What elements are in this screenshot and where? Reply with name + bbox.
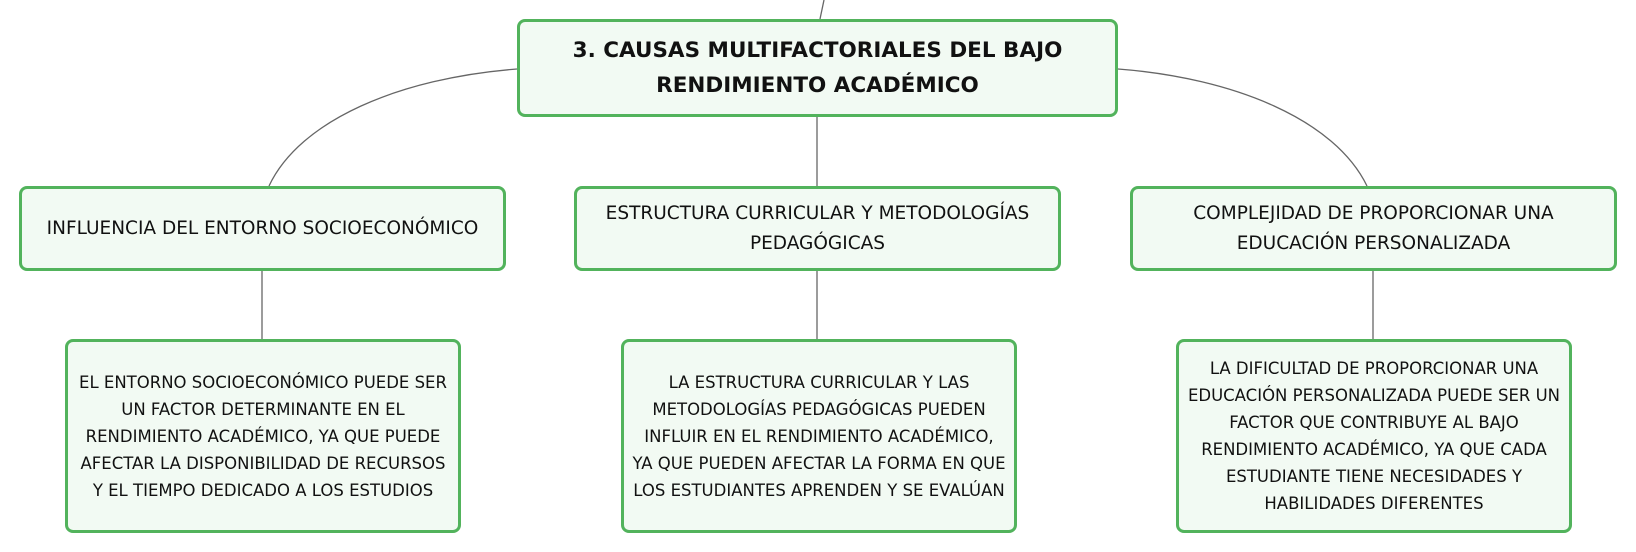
detail-node-curriculum[interactable] xyxy=(621,339,1017,533)
detail-node-socioeconomic[interactable] xyxy=(65,339,461,533)
detail-node-text: LA DIFICULTAD DE PROPORCIONAR UNA EDUCACIÓN PERSONALIZADA PUEDE SER UN FACTOR QUE CONTRIBUYE AL BAJO RENDIMIENTO ACADÉMICO, YA QUE CADA ESTUDIANTE TIENE NECESIDADES Y HABILIDADES DIFERENTES xyxy=(1187,359,1561,513)
connector-root-to-branch-1 xyxy=(269,69,517,186)
root-node[interactable] xyxy=(517,19,1118,117)
branch-node-label: INFLUENCIA DEL ENTORNO SOCIOECONÓMICO xyxy=(46,217,479,239)
branch-node-socioeconomic[interactable] xyxy=(19,186,506,271)
detail-node-personalized-education[interactable] xyxy=(1176,339,1572,533)
connector-incoming xyxy=(820,0,824,19)
branch-node-curriculum[interactable] xyxy=(574,186,1061,271)
branch-node-label: ESTRUCTURA CURRICULAR Y METODOLOGÍAS PEDAGÓGICAS xyxy=(605,202,1030,254)
branch-node-label: COMPLEJIDAD DE PROPORCIONAR UNA EDUCACIÓN PERSONALIZADA xyxy=(1193,202,1554,254)
branch-node-personalized-education[interactable] xyxy=(1130,186,1617,271)
connector-root-to-branch-3 xyxy=(1118,69,1367,186)
detail-node-text: EL ENTORNO SOCIOECONÓMICO PUEDE SER UN FACTOR DETERMINANTE EN EL RENDIMIENTO ACADÉMICO, YA QUE PUEDE AFECTAR LA DISPONIBILIDAD DE RECURSOS Y EL TIEMPO DEDICADO A LOS ESTUDIOS xyxy=(79,372,447,500)
detail-node-text: LA ESTRUCTURA CURRICULAR Y LAS METODOLOGÍAS PEDAGÓGICAS PUEDEN INFLUIR EN EL RENDIMIENTO ACADÉMICO, YA QUE PUEDEN AFECTAR LA FORMA EN QUE LOS ESTUDIANTES APRENDEN Y SE EVALÚAN xyxy=(632,372,1006,500)
root-node-label: 3. CAUSAS MULTIFACTORIALES DEL BAJO RENDIMIENTO ACADÉMICO xyxy=(572,38,1063,98)
